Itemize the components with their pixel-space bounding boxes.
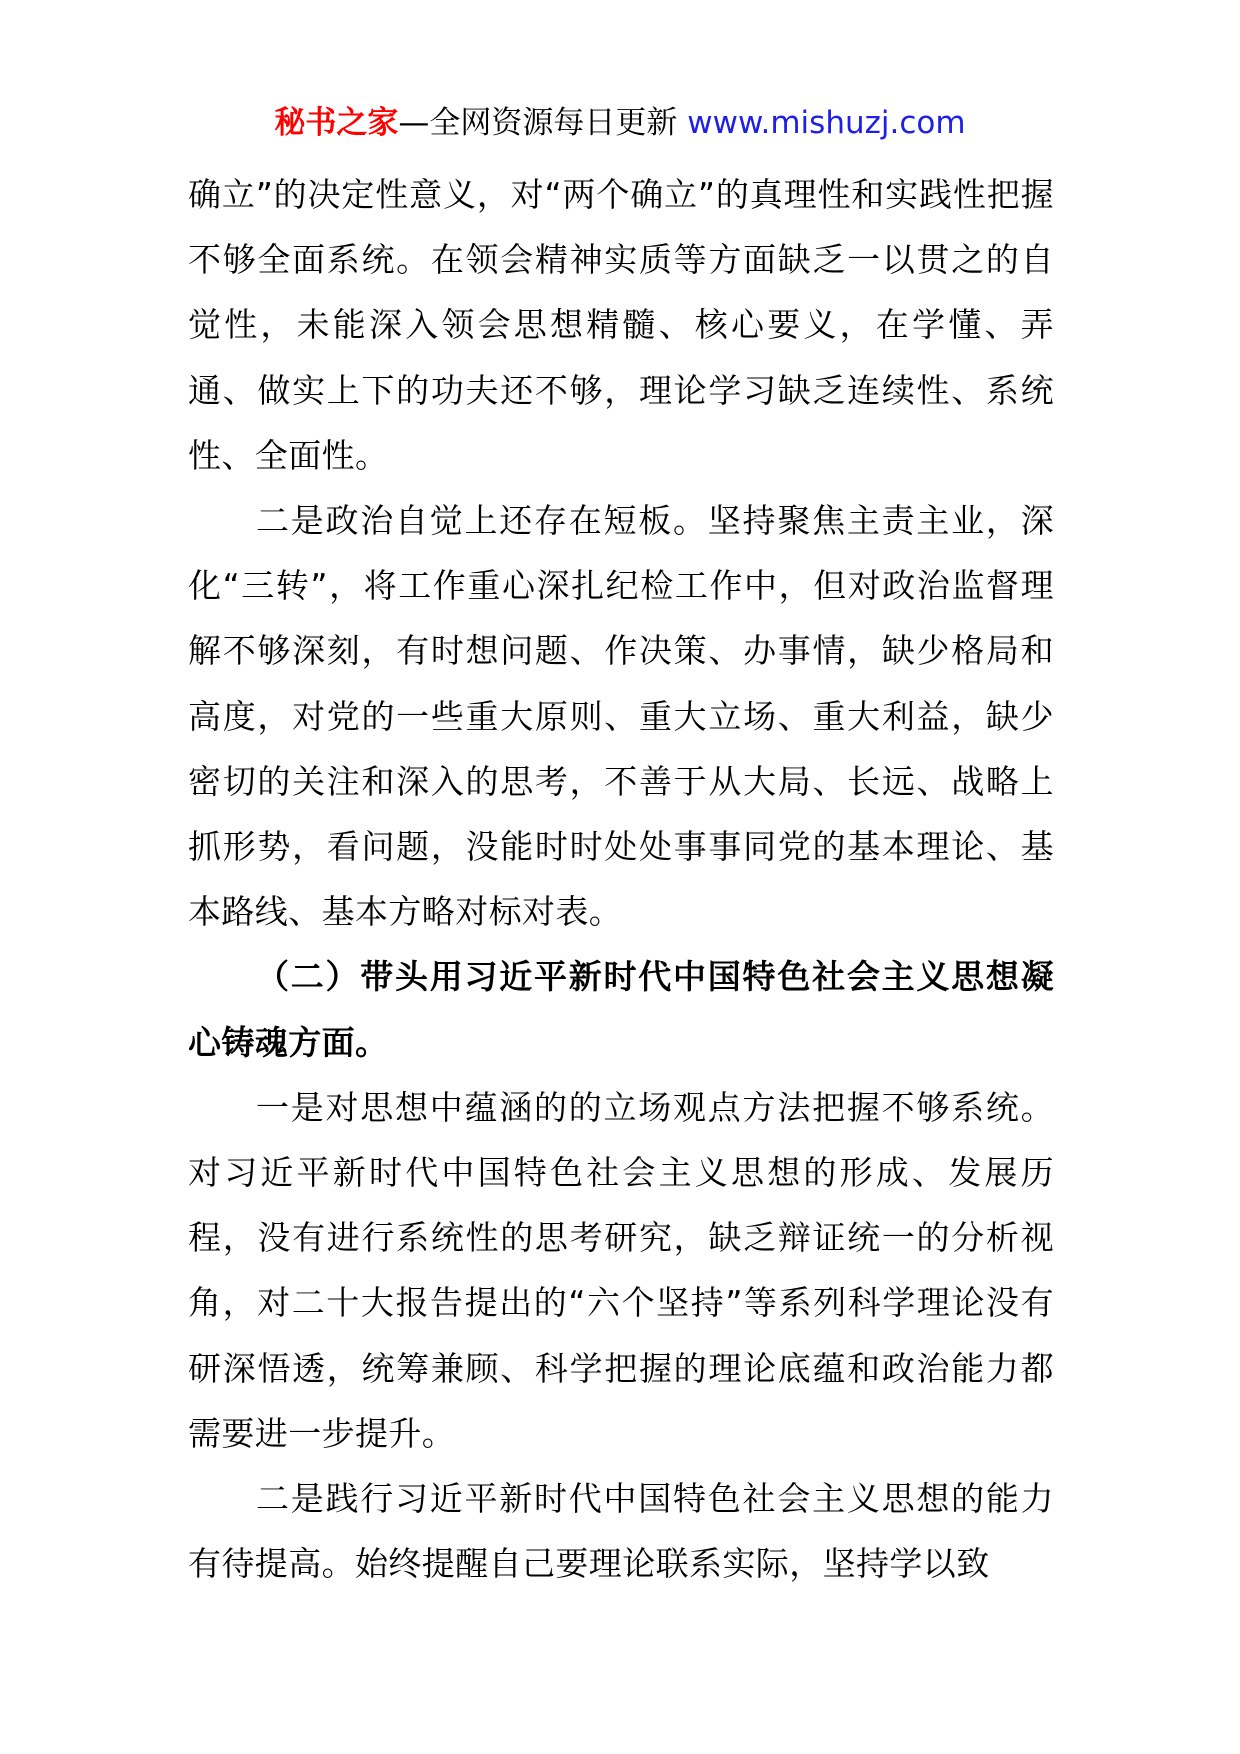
header-tagline: —全网资源每日更新 <box>398 105 678 141</box>
paragraph-theory-grasp: 一是对思想中蕴涵的的立场观点方法把握不够系统。对习近平新时代中国特色社会主义思想的形成、发展历程，没有进行系统性的思考研究，缺乏辩证统一的分析视角，对二十大报告提出的“六个坚持”等系列科学理论没有研深悟透，统筹兼顾、科学把握的理论底蕴和政治能力都需要进一步提升。 <box>188 1087 1054 1453</box>
section-heading: （二）带头用习近平新时代中国特色社会主义思想凝心铸魂方面。 <box>188 957 1054 1062</box>
site-header <box>0 100 1240 146</box>
paragraph-political-awareness: 二是政治自觉上还存在短板。坚持聚焦主责主业，深化“三转”，将工作重心深扎纪检工作中，但对政治监督理解不够深刻，有时想问题、作决策、办事情，缺少格局和高度，对党的一些重大原则、重大立场、重大利益，缺少密切的关注和深入的思考，不善于从大局、长远、战略上抓形势，看问题，没能时时处处事事同党的基本理论、基本路线、基本方略对标对表。 <box>188 501 1054 932</box>
paragraph-continuation: 确立”的决定性意义，对“两个确立”的真理性和实践性把握不够全面系统。在领会精神实质等方面缺乏一以贯之的自觉性，未能深入领会思想精髓、核心要义，在学懂、弄通、做实上下的功夫还不够，理论学习缺乏连续性、系统性、全面性。 <box>188 175 1054 475</box>
document-body <box>188 162 1054 1596</box>
site-url-link[interactable]: www.mishuzj.com <box>687 105 966 141</box>
brand-name: 秘书之家 <box>274 105 399 141</box>
paragraph-practice-ability: 二是践行习近平新时代中国特色社会主义思想的能力有待提高。始终提醒自己要理论联系实际，坚持学以致 <box>188 1479 1054 1584</box>
